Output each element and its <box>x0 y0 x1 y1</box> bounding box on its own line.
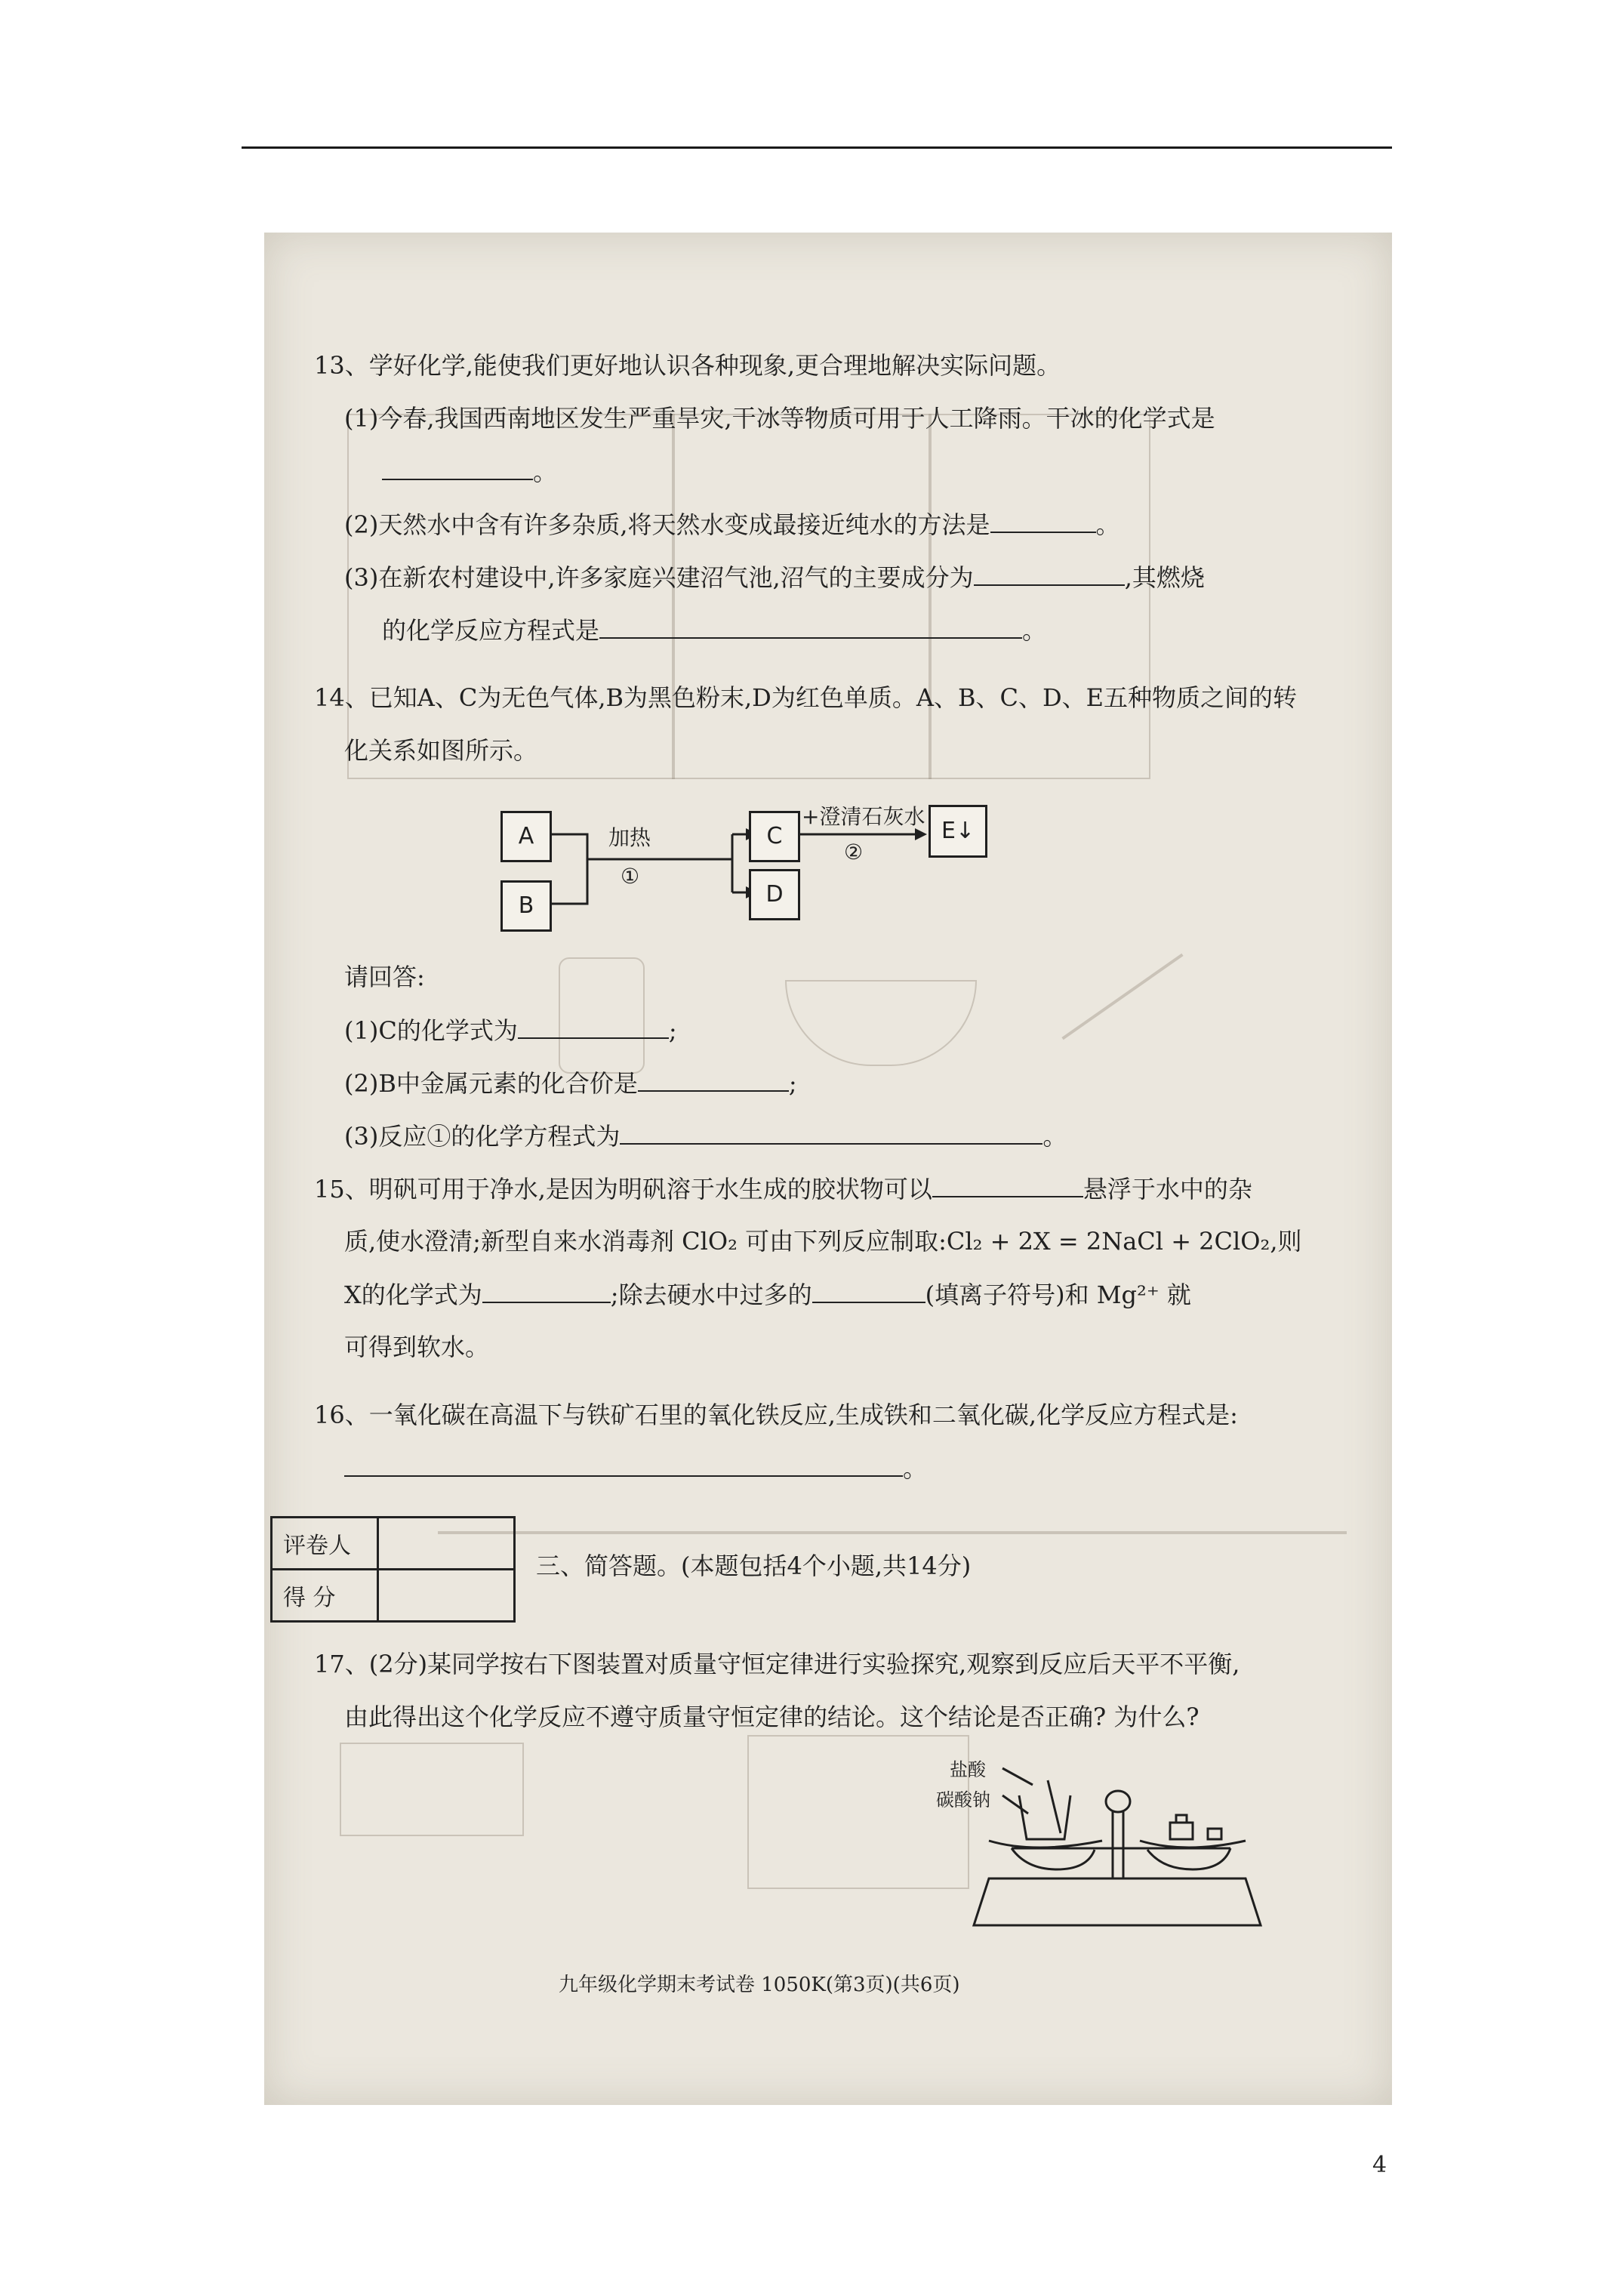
q13-part3-equation: 的化学反应方程式是 。 <box>382 616 1047 645</box>
node-d: D <box>749 869 800 920</box>
q14-stem-line2: 化关系如图所示。 <box>344 736 538 765</box>
grader-score-table <box>270 1516 516 1623</box>
weight-large <box>1170 1815 1193 1839</box>
bleed-through-wok <box>785 980 977 1066</box>
bleed-through-metal-arrow <box>438 1531 1347 1534</box>
balance-apparatus <box>936 1750 1306 1931</box>
reaction-1-label: ① <box>621 864 640 889</box>
diagram-connectors <box>264 233 1392 988</box>
answer-blank[interactable] <box>638 1068 789 1092</box>
answer-blank[interactable] <box>518 1015 669 1039</box>
balance-drawing <box>944 1750 1306 1931</box>
q13-part3: (3)在新农村建设中,许多家庭兴建沼气池,沼气的主要成分为 ,其燃烧 <box>344 563 1205 592</box>
q14-answer-3: (3)反应①的化学方程式为 。 <box>344 1122 1067 1151</box>
limewater-label: +澄清石灰水 <box>802 804 925 829</box>
bleed-through-box <box>747 1735 969 1889</box>
node-b: B <box>500 880 552 932</box>
a-connector <box>550 834 587 859</box>
q13-part1-answer: 。 <box>382 456 557 487</box>
bleed-through-box <box>340 1743 524 1836</box>
q13-stem: 13、学好化学,能使我们更好地认识各种现象,更合理地解决实际问题。 <box>314 351 1061 380</box>
answer-blank[interactable] <box>344 1453 903 1477</box>
q14-stem-line1: 14、已知A、C为无色气体,B为黑色粉末,D为红色单质。A、B、C、D、E五种物质之间的转 <box>314 683 1297 712</box>
beaker <box>1019 1795 1070 1839</box>
node-e: E↓ <box>929 805 987 858</box>
label-sodium-carbonate: 碳酸钠 <box>936 1789 990 1811</box>
q13-part2: (2)天然水中含有许多杂质,将天然水变成最接近纯水的方法是 。 <box>344 510 1120 539</box>
q17-line1: 17、(2分)某同学按右下图装置对质量守恒定律进行实验探究,观察到反应后天平不平衡, <box>314 1650 1240 1678</box>
left-pan <box>989 1841 1102 1848</box>
section3-title: 三、简答题。(本题包括4个小题,共14分) <box>536 1552 972 1580</box>
q14-answer-1: (1)C的化学式为 ; <box>344 1016 677 1045</box>
grader-label: 评卷人 <box>272 1518 378 1570</box>
test-tube <box>1048 1780 1061 1833</box>
q15-line3: X的化学式为 ;除去硬水中过多的 (填离子符号)和 Mg²⁺ 就 <box>344 1281 1191 1309</box>
balance-pillar <box>1113 1811 1123 1878</box>
answer-blank[interactable] <box>932 1173 1083 1197</box>
balance-base <box>974 1878 1261 1925</box>
q14-transformation-diagram <box>264 233 1392 988</box>
score-label: 得 分 <box>272 1570 378 1622</box>
node-a: A <box>500 811 552 862</box>
right-pan <box>1140 1841 1246 1848</box>
q16-line1: 16、一氧化碳在高温下与铁矿石里的氧化铁反应,生成铁和二氧化碳,化学反应方程式是: <box>314 1401 1238 1429</box>
label-pointer-acid <box>1002 1768 1033 1785</box>
reaction-2-label: ② <box>844 840 864 864</box>
heat-label: 加热 <box>608 825 651 850</box>
q15-line4: 可得到软水。 <box>344 1333 490 1361</box>
weight-small <box>1208 1829 1221 1839</box>
scanned-exam-page <box>264 233 1392 2105</box>
balance-pointer-head <box>1106 1791 1130 1812</box>
left-pan-arm <box>1012 1848 1095 1869</box>
grader-cell[interactable] <box>378 1518 515 1570</box>
node-c: C <box>749 811 800 862</box>
answer-blank[interactable] <box>620 1120 1042 1145</box>
label-pointer-carbonate <box>1002 1795 1028 1814</box>
page-number: 4 <box>1372 2152 1387 2178</box>
q14-answer-2: (2)B中金属元素的化合价是 ; <box>344 1069 797 1098</box>
q15-line1: 15、明矾可用于净水,是因为明矾溶于水生成的胶状物可以 悬浮于水中的杂 <box>314 1175 1252 1203</box>
q16-equation: 。 <box>344 1453 927 1484</box>
q17-line2: 由此得出这个化学反应不遵守质量守恒定律的结论。这个结论是否正确? 为什么? <box>344 1703 1200 1731</box>
b-connector <box>550 859 587 904</box>
score-cell[interactable] <box>378 1570 515 1622</box>
q13-part1: (1)今春,我国西南地区发生严重旱灾,干冰等物质可用于人工降雨。干冰的化学式是 <box>344 404 1215 433</box>
answer-blank[interactable] <box>482 1279 611 1303</box>
header-rule <box>242 146 1392 149</box>
q14-prompt: 请回答: <box>344 963 425 991</box>
q15-line2: 质,使水澄清;新型自来水消毒剂 ClO₂ 可由下列反应制取:Cl₂ + 2X = 2NaCl + 2ClO₂,则 <box>344 1227 1302 1256</box>
right-pan-arm <box>1147 1848 1230 1869</box>
exam-footer: 九年级化学期末考试卷 1050K(第3页)(共6页) <box>559 1974 960 1996</box>
answer-blank[interactable] <box>812 1279 925 1303</box>
label-hydrochloric-acid: 盐酸 <box>950 1759 986 1780</box>
